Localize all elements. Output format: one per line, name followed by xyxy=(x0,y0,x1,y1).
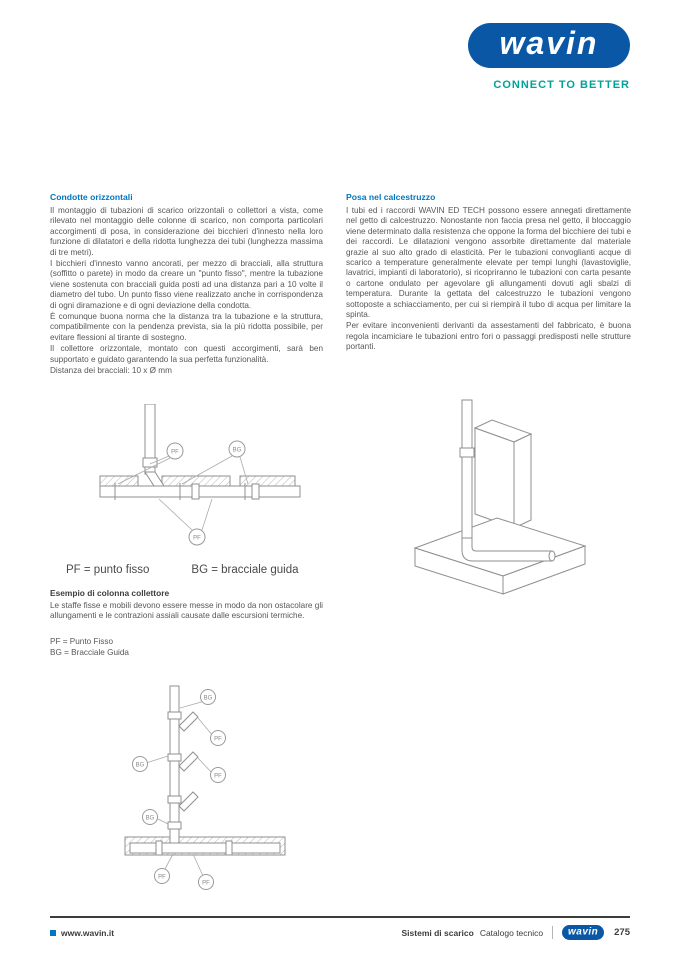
concrete-embedding-diagram xyxy=(402,398,634,598)
brand-tagline: CONNECT TO BETTER xyxy=(493,79,630,91)
footer-doc-info xyxy=(402,925,630,940)
section-esempio-colonna xyxy=(50,588,323,658)
paragraph: Il montaggio di tubazioni di scarico orizzontali o collettori a vista, come rilevato nel montaggio delle colonne di scarico, non comporta particolari accorgimenti di posa, in considerazione dei bicchieri d'innesto nella loro funzione di dilatatori e della ridotta lunghezza dei tubi (lunghezza massima di tre metri). xyxy=(50,206,323,257)
footer-website xyxy=(50,928,114,938)
paragraph: I tubi ed i raccordi WAVIN ED TECH possono essere annegati direttamente nel getto di calcestruzzo. Nonostante non faccia presa nel getto, il bloccaggio viene determinato dalla resistenza che oppone la forma del bicchiere dei tubi e dei raccordi. Le dilatazioni vengono assorbite direttamente dal materiale grazie al suo alto grado di elasticità. Per le tubazioni convoglianti acque di scarico a temperature generalmente elevate per tempi lunghi (lavastoviglie, lavatrici, impianti di laboratorio), si ricopriranno le tubazioni con carta pesante o cartone ondulato per agevolare gli allungamenti dovuti agli sbalzi di temperatura. Durante la gettata del calcestruzzo le tubazioni vengono sottoposte a schiacciamento, per cui si riempirà il tubo di acqua per limitare la spinta. xyxy=(346,206,631,320)
pipes xyxy=(130,686,280,855)
legend-punto-fisso: PF = Punto Fisso xyxy=(50,636,114,646)
diagram1-caption xyxy=(66,564,299,576)
diagram1-label-pf-2: PF xyxy=(193,535,201,542)
diagram1-label-bg: BG xyxy=(232,447,242,454)
diagram1-label-pf-1: PF xyxy=(171,449,179,456)
caption-bracciale-guida: BG = bracciale guida xyxy=(191,564,299,576)
caption-punto-fisso: PF = punto fisso xyxy=(66,564,150,576)
wavin-logo-small xyxy=(562,925,604,940)
section-heading-condotte: Condotte orizzontali xyxy=(50,192,133,202)
diagram2-label-3: BG xyxy=(135,762,145,769)
paragraph: Il collettore orizzontale, montato con questi accorgimenti, sarà ben supportato e guidato garantendo la sua perfetta funzionalità. xyxy=(50,344,323,364)
section-heading-posa: Posa nel calcestruzzo xyxy=(346,192,436,202)
paragraph: I bicchieri d'innesto vanno ancorati, per mezzo di bracciali, alla struttura (soffitto o parete) in modo da creare un "punto fisso", mentre la tubazione viene sostenuta con bracciali guida posti ad una distanza pari a 10 volte il diametro del tubo. Un punto fisso viene realizzato anche in corrispondenza di ogni diramazione e di ogni deviazione della condotta. xyxy=(50,259,323,310)
diagram2-label-5: BG xyxy=(145,815,155,822)
bracket-distance-note: Distanza dei bracciali: 10 x Ø mm xyxy=(50,366,172,376)
doc-title-regular: Catalogo tecnico xyxy=(479,927,544,938)
section-heading-esempio: Esempio di colonna collettore xyxy=(50,588,170,598)
doc-title-bold: Sistemi di scarico xyxy=(401,927,474,938)
section-condotte-orizzontali xyxy=(50,192,323,378)
diagram2-label-2: PF xyxy=(214,736,222,743)
concrete-wall xyxy=(475,420,531,528)
diagram2-label-6: PF xyxy=(158,874,166,881)
paragraph: Per evitare inconvenienti derivanti da assestamenti del fabbricato, è buona regola incamiciare le tubazioni entro fori o passaggi predisposti nelle strutture portanti. xyxy=(346,321,631,352)
website-text: www.wavin.it xyxy=(61,927,115,938)
wavin-logo-text: wavin xyxy=(499,25,599,61)
footer xyxy=(50,925,630,940)
paragraph: È comunque buona norma che la distanza tra la tubazione e la struttura, compatibilmente con la pendenza prevista, sia la più ridotta possibile, per evitare flessioni al tirante di sostegno. xyxy=(50,312,323,342)
legend xyxy=(50,636,323,658)
paragraph: Le staffe fisse e mobili devono essere messe in modo da non ostacolare gli allungamenti e le contrazioni assiali causate dalle escursioni termiche. xyxy=(50,601,323,621)
wavin-logo xyxy=(468,23,630,68)
blue-square-icon xyxy=(50,930,56,936)
footer-divider xyxy=(552,926,553,939)
diagram2-label-4: PF xyxy=(214,773,222,780)
column-collector-diagram xyxy=(98,676,303,896)
pipes xyxy=(100,404,300,500)
wavin-logo-small-text: wavin xyxy=(567,926,599,938)
section-posa-calcestruzzo xyxy=(346,192,631,354)
legend-bracciale-guida: BG = Bracciale Guida xyxy=(50,647,129,657)
diagram2-label-7: PF xyxy=(202,880,210,887)
horizontal-collector-diagram xyxy=(52,404,320,562)
diagram2-label-1: BG xyxy=(203,695,213,702)
page-number: 275 xyxy=(614,927,630,938)
footer-rule xyxy=(50,916,630,918)
